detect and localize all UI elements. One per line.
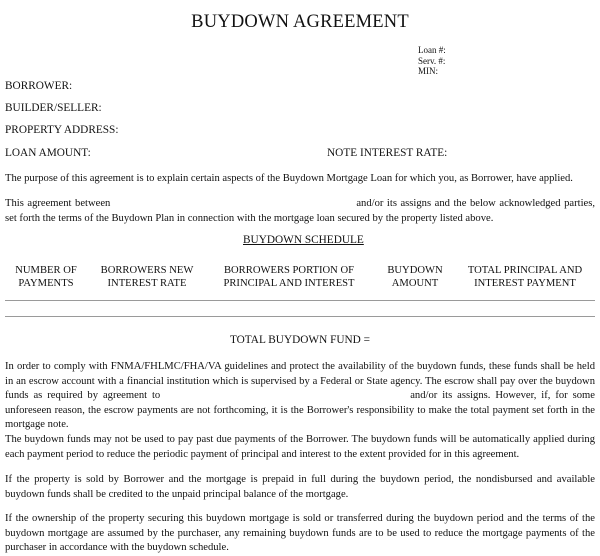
column-header-line: BORROWERS PORTION OF: [223, 265, 355, 276]
escrow-paragraph: [5, 360, 595, 433]
property-address-label: PROPERTY ADDRESS:: [5, 124, 119, 136]
document-title: BUYDOWN AGREEMENT: [191, 12, 409, 32]
column-header-line: PRINCIPAL AND INTEREST: [223, 277, 355, 289]
column-header-buydown-amount: [378, 265, 452, 290]
column-header-number-of-payments: [10, 265, 82, 290]
column-header-line: PAYMENTS: [18, 277, 74, 289]
builder-seller-label: BUILDER/SELLER:: [5, 102, 102, 114]
agreement-between-text-3: parties, set forth the terms of the Buydown Plan in connection with the mortgage loan secured by the property listed above.: [5, 198, 595, 224]
past-due-paragraph: The buydown funds may not be used to pay past due payments of the Borrower. The buydown funds will be automatically applied during each payment period to reduce the periodic payment of principal and interest to the extent provided for in this agreement.: [5, 434, 595, 460]
note-interest-rate-label: NOTE INTEREST RATE:: [327, 147, 448, 159]
loan-amount-label: LOAN AMOUNT:: [5, 147, 91, 159]
column-header-line: NUMBER OF: [15, 265, 77, 276]
column-header-borrowers-portion: [214, 265, 364, 290]
column-header-line: INTEREST RATE: [107, 277, 187, 289]
escrow-text-2: and/or its assigns. However, if, for some unforeseen reason, the escrow payments are not forthcoming, it is the Borrower's responsibility to make the total payment set forth in the mortgage note.: [5, 390, 595, 431]
loan-meta-block: [418, 45, 446, 77]
schedule-row-rule: [5, 300, 595, 301]
escrow-text-1: In order to comply with FNMA/FHLMC/FHA/VA guidelines and protect the availability of the buydown funds, these funds shall be held in an escrow account with a financial institution which is supervised by a Federal or State agency. The escrow shall pay over the buydown funds as required by agreement to: [5, 361, 595, 402]
borrower-label: BORROWER:: [5, 80, 73, 92]
total-buydown-fund-label: TOTAL BUYDOWN FUND =: [229, 334, 371, 346]
column-header-line: TOTAL PRINCIPAL AND: [467, 265, 583, 276]
loan-number-label: Loan #:: [418, 45, 446, 55]
property-sold-paragraph: If the property is sold by Borrower and the mortgage is prepaid in full during the buydown period, the nondisbursed and available buydown funds shall be credited to the unpaid principal balance of the mortgage.: [5, 474, 595, 500]
buydown-schedule-heading: BUYDOWN SCHEDULE: [243, 234, 364, 246]
servicing-number-label: Serv. #:: [418, 55, 446, 66]
column-header-line: BUYDOWN: [387, 265, 443, 276]
column-header-borrowers-new-interest-rate: [92, 265, 202, 290]
purpose-paragraph: The purpose of this agreement is to explain certain aspects of the Buydown Mortgage Loan for which you, as Borrower, have applied.: [5, 173, 573, 184]
schedule-row-rule: [5, 316, 595, 317]
agreement-between-text-2: and/or its assigns and the below acknowledged: [356, 198, 561, 209]
agreement-between-text-1: This agreement between: [5, 198, 111, 209]
ownership-transfer-paragraph: If the ownership of the property securing this buydown mortgage is sold or transferred during the buydown period and the terms of the buydown mortgage are assumed by the purchaser, any remaining buydown funds are to be used to reduce the mortgage payments of the purchaser in accordance with the buydown schedule.: [5, 513, 595, 554]
agreement-between-paragraph: [5, 197, 595, 226]
min-label: MIN:: [418, 66, 438, 76]
column-header-line: INTEREST PAYMENT: [474, 277, 576, 289]
column-header-line: AMOUNT: [391, 277, 439, 289]
column-header-line: BORROWERS NEW: [100, 265, 194, 276]
column-header-total-principal-and-interest: [460, 265, 590, 290]
